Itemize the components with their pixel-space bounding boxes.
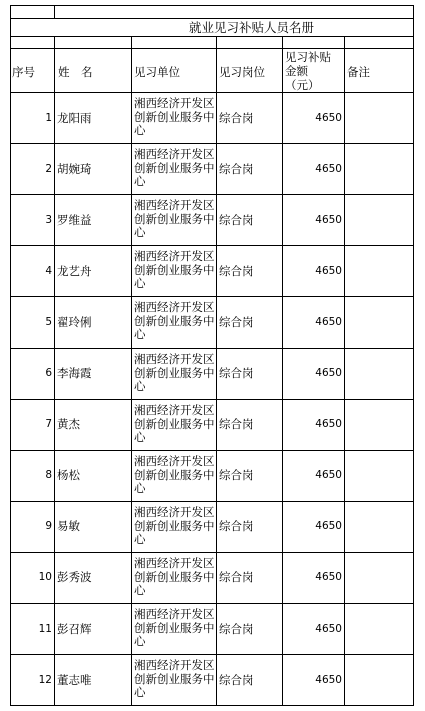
row-amount: 4650	[315, 112, 342, 124]
row-index: 2	[45, 163, 52, 175]
grid-line	[10, 399, 413, 400]
row-name: 胡婉琦	[57, 162, 92, 176]
page-title: 就业见习补贴人员名册	[189, 20, 315, 35]
row-unit: 湘西经济开发区创新创业服务中心	[134, 454, 215, 495]
row-amount: 4650	[315, 163, 342, 175]
row-index: 7	[45, 418, 52, 430]
row-index: 11	[38, 623, 52, 635]
header-name: 姓 名	[58, 65, 93, 79]
row-unit: 湘西经济开发区创新创业服务中心	[134, 300, 215, 341]
grid-line	[10, 705, 413, 706]
row-unit: 湘西经济开发区创新创业服务中心	[134, 658, 215, 699]
header-unit: 见习单位	[134, 65, 180, 79]
row-unit: 湘西经济开发区创新创业服务中心	[134, 352, 215, 393]
row-name: 龙阳雨	[57, 111, 92, 125]
header-index: 序号	[12, 65, 35, 79]
row-amount: 4650	[315, 418, 342, 430]
row-position: 综合岗	[219, 519, 254, 533]
grid-line	[10, 5, 413, 6]
row-name: 翟玲俐	[57, 315, 92, 329]
grid-line	[10, 654, 413, 655]
grid-line	[10, 18, 413, 19]
row-position: 综合岗	[219, 315, 254, 329]
row-unit: 湘西经济开发区创新创业服务中心	[134, 147, 215, 188]
row-index: 3	[45, 214, 52, 226]
row-unit: 湘西经济开发区创新创业服务中心	[134, 96, 215, 137]
row-position: 综合岗	[219, 417, 254, 431]
grid-line	[10, 36, 413, 37]
grid-line	[10, 450, 413, 451]
row-name: 易敏	[57, 519, 80, 533]
row-amount: 4650	[315, 520, 342, 532]
row-position: 综合岗	[219, 366, 254, 380]
header-amount-line1: 见习补贴	[285, 50, 331, 64]
row-index: 10	[38, 571, 52, 583]
row-unit: 湘西经济开发区创新创业服务中心	[134, 198, 215, 239]
grid-line	[10, 296, 413, 297]
row-unit: 湘西经济开发区创新创业服务中心	[134, 556, 215, 597]
row-name: 董志唯	[57, 673, 92, 687]
row-index: 9	[45, 520, 52, 532]
row-index: 12	[38, 674, 52, 686]
grid-line	[10, 48, 413, 49]
row-name: 黄杰	[57, 417, 80, 431]
grid-line	[344, 36, 345, 705]
grid-line	[10, 5, 11, 706]
grid-line	[10, 143, 413, 144]
row-index: 6	[45, 367, 52, 379]
grid-line	[10, 92, 413, 93]
header-position: 见习岗位	[219, 65, 265, 79]
row-name: 龙艺舟	[57, 264, 92, 278]
row-amount: 4650	[315, 367, 342, 379]
row-name: 李海霞	[57, 366, 92, 380]
row-position: 综合岗	[219, 162, 254, 176]
row-amount: 4650	[315, 265, 342, 277]
grid-line	[131, 36, 132, 705]
row-unit: 湘西经济开发区创新创业服务中心	[134, 505, 215, 546]
row-position: 综合岗	[219, 468, 254, 482]
row-amount: 4650	[315, 214, 342, 226]
grid-line	[10, 245, 413, 246]
row-index: 1	[45, 112, 52, 124]
row-name: 彭秀波	[57, 570, 92, 584]
row-index: 4	[45, 265, 52, 277]
row-index: 8	[45, 469, 52, 481]
grid-line	[10, 552, 413, 553]
grid-line	[10, 194, 413, 195]
row-position: 综合岗	[219, 673, 254, 687]
grid-line	[54, 5, 55, 18]
row-name: 杨松	[57, 468, 80, 482]
grid-line	[10, 603, 413, 604]
row-amount: 4650	[315, 571, 342, 583]
header-amount-line3: （元）	[285, 78, 320, 92]
header-remark: 备注	[347, 65, 370, 79]
row-position: 综合岗	[219, 111, 254, 125]
row-unit: 湘西经济开发区创新创业服务中心	[134, 607, 215, 648]
grid-line	[54, 36, 55, 705]
row-name: 罗维益	[57, 213, 92, 227]
row-amount: 4650	[315, 469, 342, 481]
row-position: 综合岗	[219, 570, 254, 584]
row-unit: 湘西经济开发区创新创业服务中心	[134, 249, 215, 290]
grid-line	[413, 5, 414, 706]
grid-line	[10, 501, 413, 502]
row-position: 综合岗	[219, 622, 254, 636]
row-index: 5	[45, 316, 52, 328]
row-unit: 湘西经济开发区创新创业服务中心	[134, 403, 215, 444]
row-position: 综合岗	[219, 264, 254, 278]
grid-line	[10, 348, 413, 349]
row-amount: 4650	[315, 316, 342, 328]
row-amount: 4650	[315, 623, 342, 635]
row-position: 综合岗	[219, 213, 254, 227]
row-amount: 4650	[315, 674, 342, 686]
header-amount-line2: 金额	[285, 64, 308, 78]
row-name: 彭召辉	[57, 622, 92, 636]
